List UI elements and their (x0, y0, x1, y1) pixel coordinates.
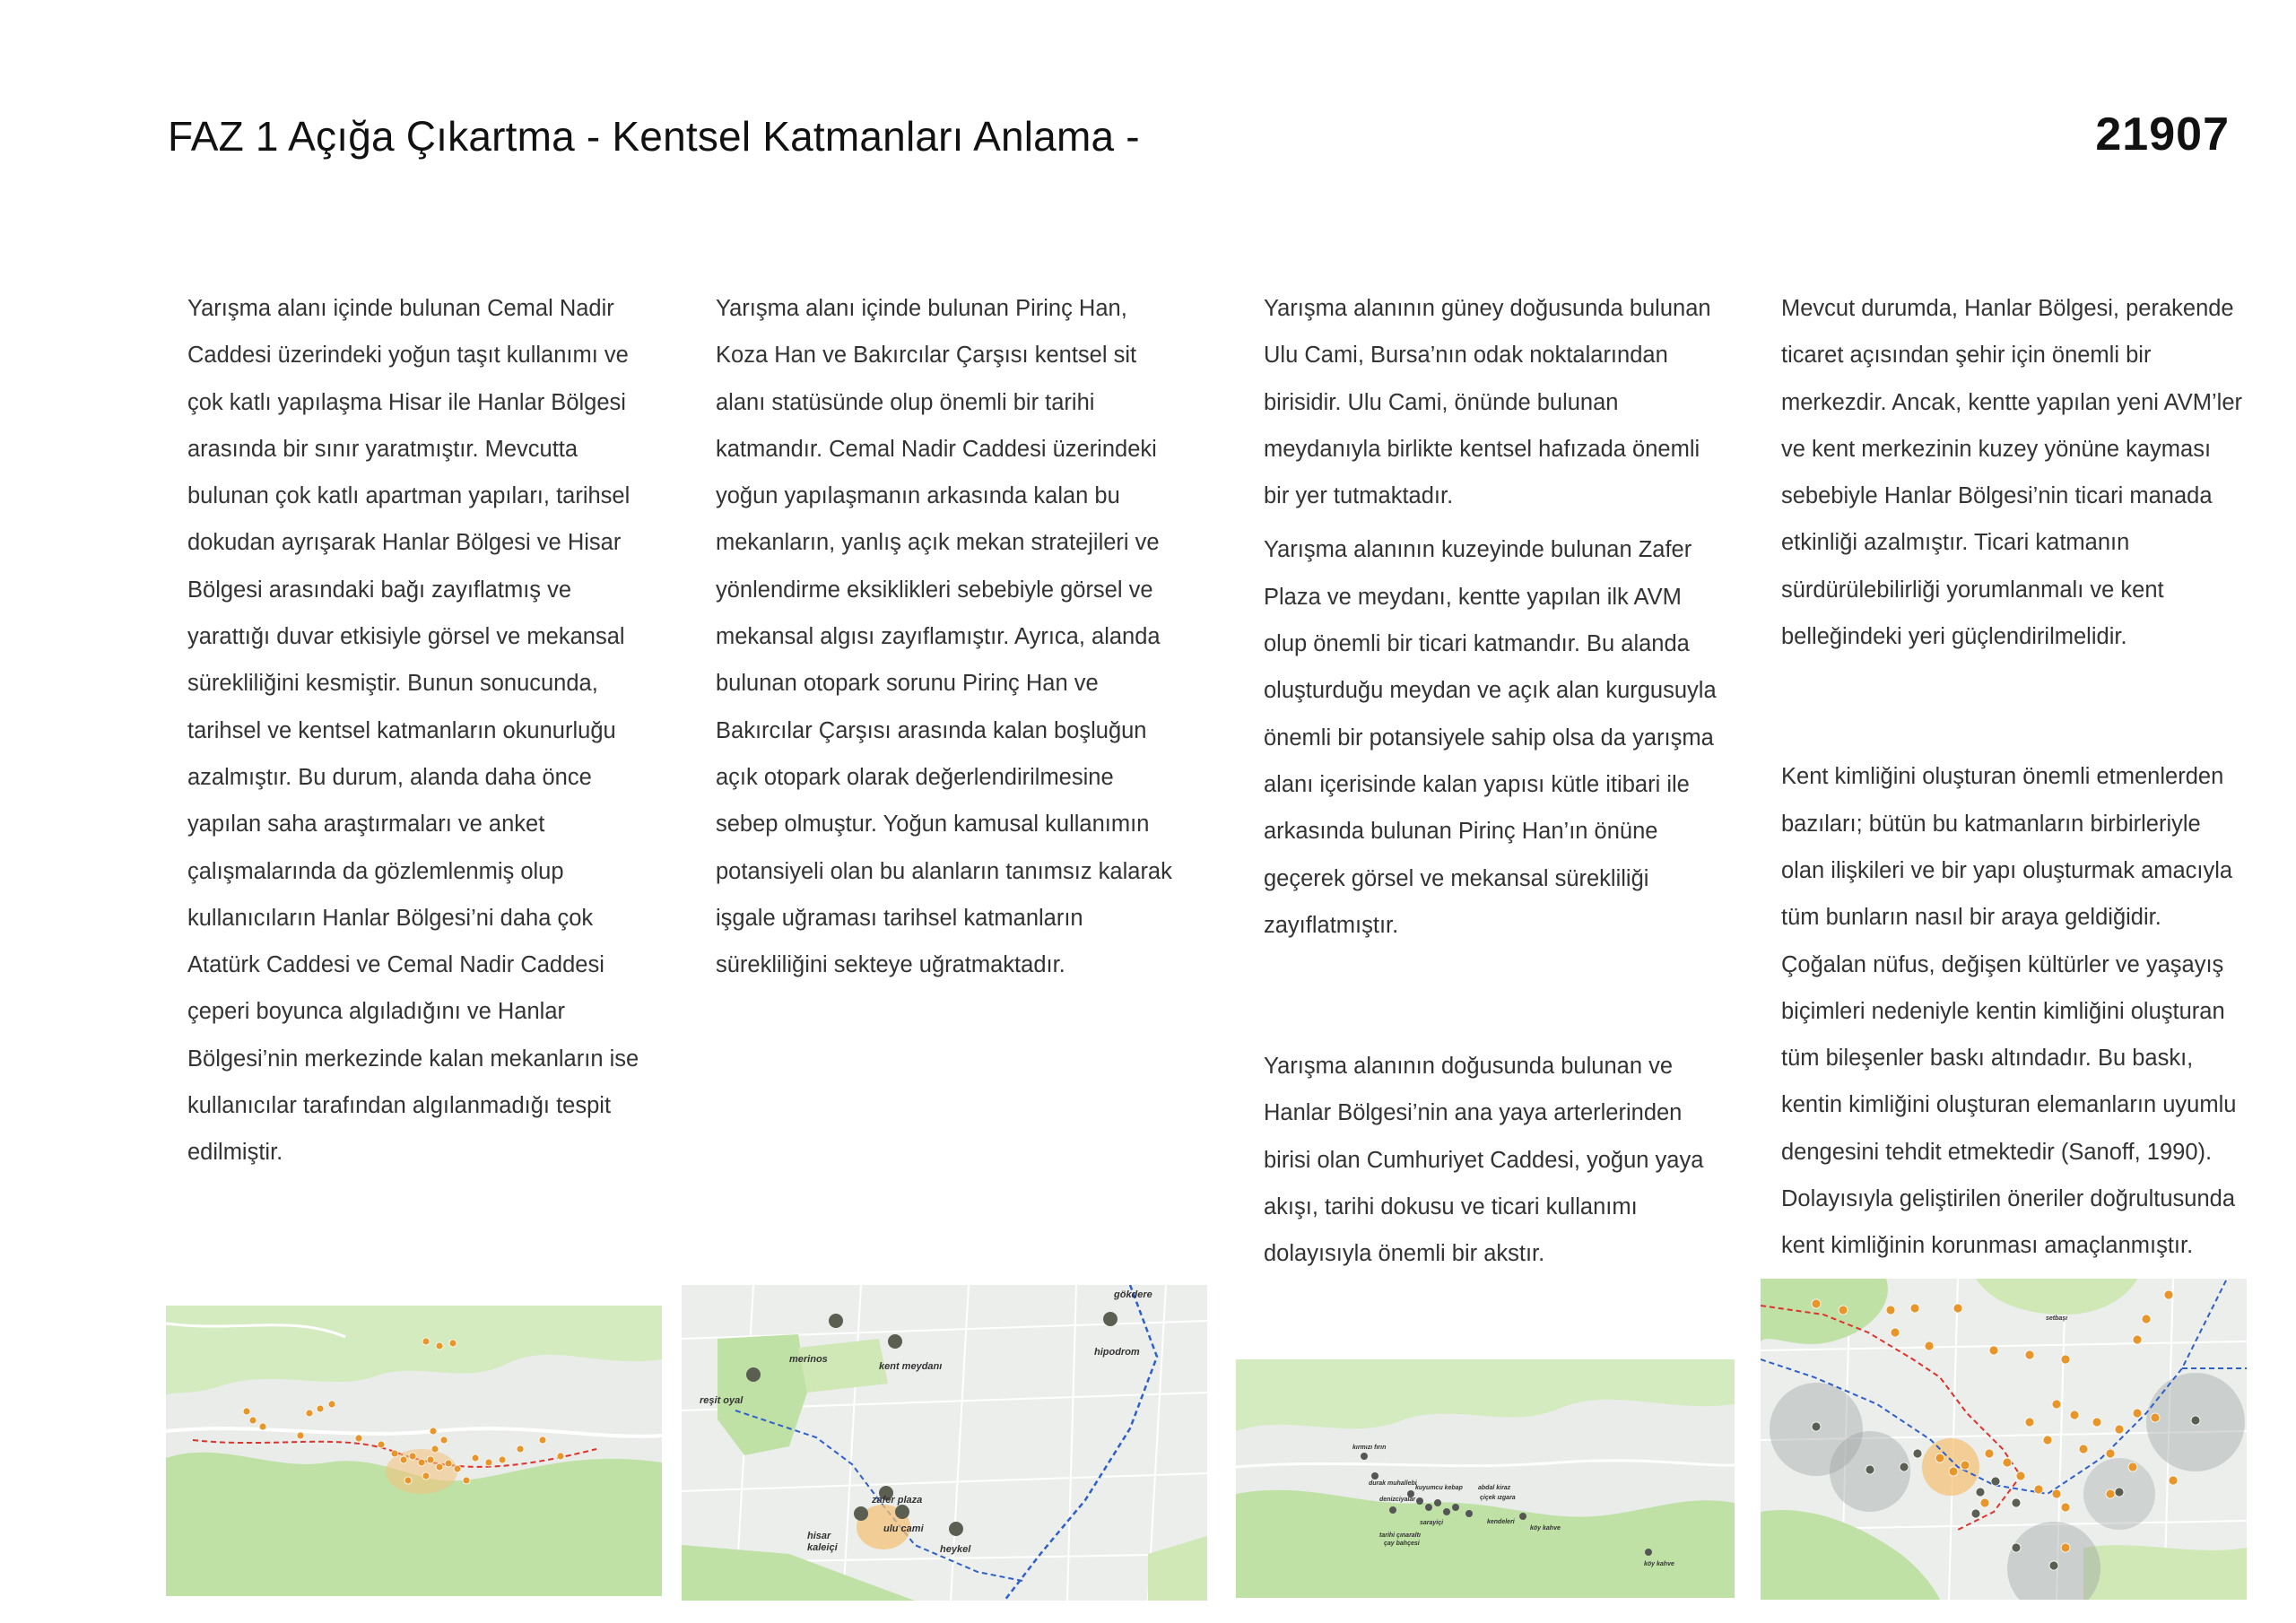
map-cemal-nadir (166, 1306, 662, 1596)
map-label: kırmızı fırın (1352, 1445, 1387, 1451)
map-landmarks (682, 1285, 1207, 1601)
map-label: heykel (940, 1544, 971, 1555)
map-label: çiçek ızgara (1480, 1495, 1516, 1501)
map-label: kuyumcu kebap (1415, 1485, 1463, 1491)
map-label: tarihi çınaraltı (1379, 1532, 1421, 1539)
paragraph: Yarışma alanı içinde bulunan Cemal Nadir Caddesi üzerindeki yoğun taşıt kullanımı ve çok katlı yapılaşma Hisar ile Hanlar Bölgesi arasında bir sınır yaratmıştır. Mevcutta bulunan çok katlı apartman yapıları, tarihsel dokudan ayrışarak Hanlar Bölgesi ve Hisar Bölgesi arasındaki bağı zayıflatmış ve yarattığı duvar etkisiyle görsel ve mekansal sürekliliğini kesmiştir. Bunun sonucunda, tarihsel ve kentsel katmanların okunurluğu azalmıştır. Bu durum, alanda daha önce yapılan saha araştırmaları ve anket çalışmalarında da gözlemlenmiş olup kullanıcıların Hanlar Bölgesi’ni daha çok Atatürk Caddesi ve Cemal Nadir Caddesi çeperi boyunca algıladığını ve Hanlar Bölgesi’nin merkezinde kalan mekanların ise kullanıcılar tarafından algılanmadığı tespit edilmiştir. (187, 296, 639, 1166)
map-label: kent meydanı (879, 1361, 943, 1372)
paragraph: Mevcut durumda, Hanlar Bölgesi, perakende ticaret açısından şehir için önemli bir merkezdir. Ancak, kentte yapılan yeni AVM’ler ve kent merkezinin kuzey yönüne kayması sebebiyle Hanlar Bölgesi’nin ticari manada etkinliği azalmıştır. Ticari katmanın sürdürülebilirliği yorumlanmalı ve kent belleğindeki yeri güçlendirilmelidir. (1781, 296, 2243, 650)
map-label: hisar (807, 1531, 831, 1541)
page-title: FAZ 1 Açığa Çıkartma - Kentsel Katmanları Anlama - (168, 113, 1140, 160)
map-label: köy kahve (1530, 1525, 1561, 1532)
map-label: durak muhallebi (1369, 1480, 1417, 1487)
map-label: denizciyalar (1379, 1497, 1416, 1503)
map-label: hipodrom (1094, 1347, 1140, 1358)
map-food-places (1236, 1359, 1735, 1598)
text-column-3 (1264, 285, 1730, 1278)
text-column-4 (1781, 285, 2248, 1270)
map-label: gökdere (1114, 1289, 1152, 1300)
map-label: setbaşı (2046, 1315, 2068, 1322)
map-label: köy kahve (1644, 1561, 1674, 1567)
map-label: abdal kiraz (1478, 1485, 1511, 1491)
text-column-1 (187, 285, 654, 1176)
map-label: çay bahçesi (1384, 1541, 1420, 1547)
map-label: zafer plaza (872, 1495, 923, 1506)
paragraph: Yarışma alanının güney doğusunda bulunan Ulu Cami, Bursa’nın odak noktalarından birisidir. Ulu Cami, önünde bulunan meydanıyla birlikte kentsel hafızada önemli bir yer tutmaktadır. (1264, 296, 1711, 509)
project-code: 21907 (2095, 108, 2230, 161)
map-label: ulu cami (883, 1523, 924, 1534)
map-label: kaleiçi (807, 1542, 838, 1553)
map-label: sarayiçi (1420, 1520, 1444, 1526)
paragraph: Kent kimliğini oluşturan önemli etmenlerden bazıları; bütün bu katmanların birbirleriyle olan ilişkileri ve bir yapı oluşturmak amacıyla tüm bunların nasıl bir araya geldiğidir. Çoğalan nüfus, değişen kültürler ve yaşayış biçimleri nedeniyle kentin kimliğini oluşturan tüm bileşenler baskı altındadır. Bu baskı, kentin kimliğini oluşturan elemanların uyumlu dengesini tehdit etmektedir (Sanoff, 1990). Dolayısıyla geliştirilen öneriler doğrultusunda kent kimliğinin korunması amaçlanmıştır. (1781, 764, 2237, 1259)
map-label: kendeleri (1487, 1519, 1515, 1525)
map-commercial-zones (1761, 1279, 2247, 1600)
map-label: reşit oyal (700, 1395, 744, 1406)
paragraph: Yarışma alanı içinde bulunan Pirinç Han, Koza Han ve Bakırcılar Çarşısı kentsel sit alanı statüsünde olup önemli bir tarihi katmandır. Cemal Nadir Caddesi üzerindeki yoğun yapılaşmanın arkasında kalan bu mekanların, yanlış açık mekan stratejileri ve yönlendirme eksiklikleri sebebiyle görsel ve mekansal algısı zayıflamıştır. Ayrıca, alanda bulunan otopark sorunu Pirinç Han ve Bakırcılar Çarşısı arasında kalan boşluğun açık otopark olarak değerlendirilmesine sebep olmuştur. Yoğun kamusal kullanımın potansiyeli olan bu alanların tanımsız kalarak işgale uğraması tarihsel katmanların sürekliliğini sekteye uğratmaktadır. (716, 296, 1172, 978)
paragraph: Yarışma alanının doğusunda bulunan ve Hanlar Bölgesi’nin ana yaya arterlerinden birisi olan Cumhuriyet Caddesi, yoğun yaya akışı, tarihi dokusu ve ticari kullanımı dolayısıyla önemli bir akstır. (1264, 1054, 1704, 1267)
text-column-2 (716, 285, 1182, 988)
map-label: merinos (789, 1354, 828, 1365)
paragraph: Yarışma alanının kuzeyinde bulunan Zafer Plaza ve meydanı, kentte yapılan ilk AVM olup önemli bir ticari katmandır. Bu alanda oluşturduğu meydan ve açık alan kurgusuyla önemli bir potansiyele sahip olsa da yarışma alanı içerisinde kalan yapısı kütle itibari ile arkasında bulunan Pirinç Han’ın önüne geçerek görsel ve mekansal sürekliliği zayıflatmıştır. (1264, 537, 1717, 938)
